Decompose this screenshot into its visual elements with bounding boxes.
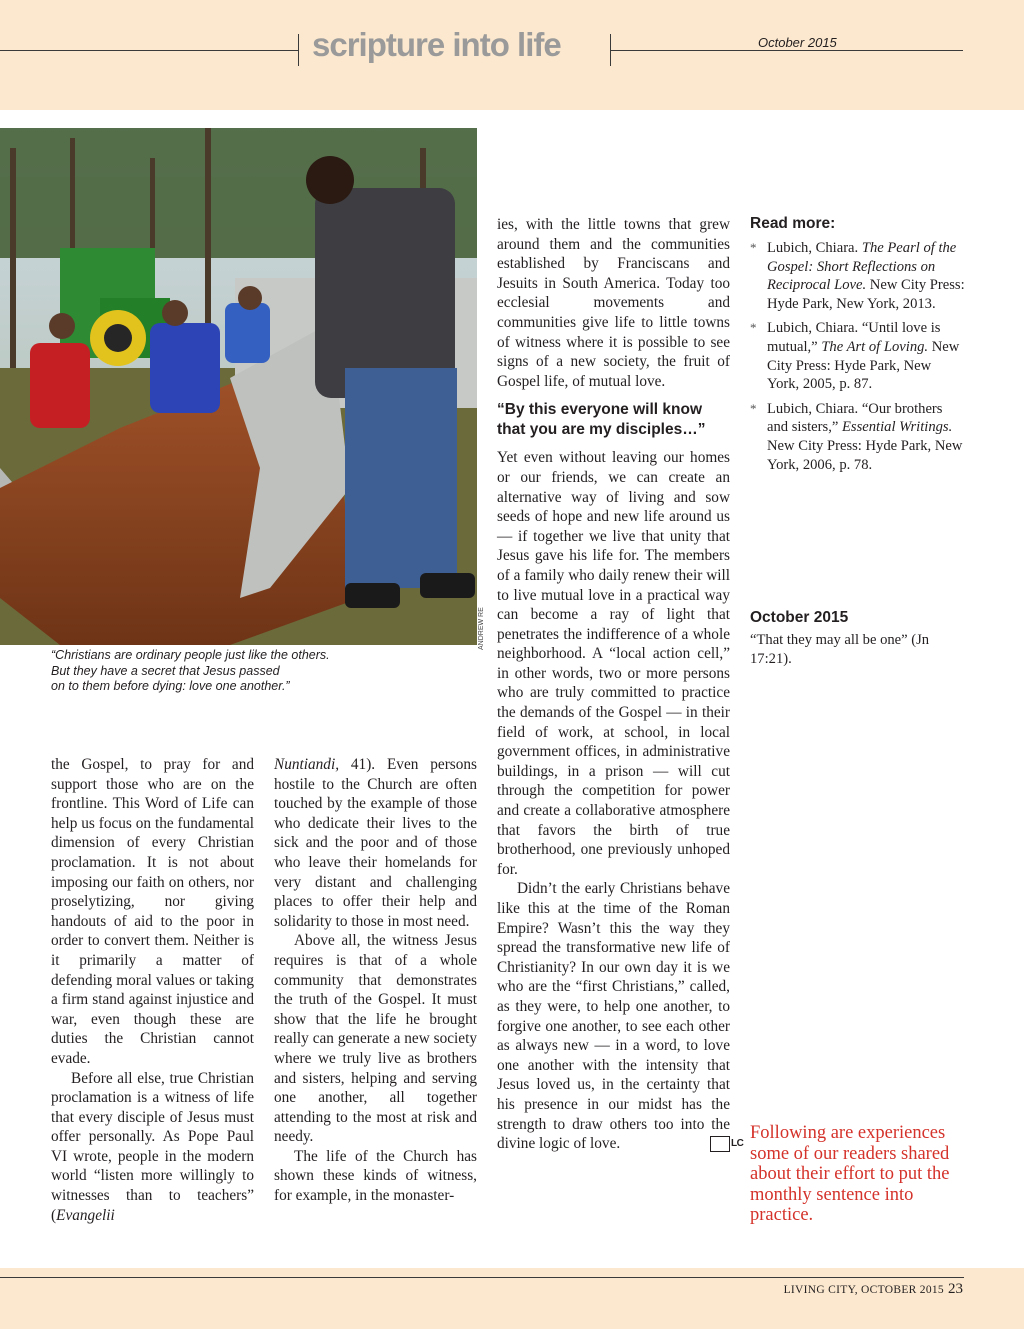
reference-publisher: New City Press: Hyde Park, New York, 2005, p. 87. bbox=[767, 338, 960, 393]
body-paragraph: ies, with the little towns that grew around them and the communities established by Franciscans and Jesuits in South America. Today too ecclesial movements and communities give life to little towns of witness where it is possible to see signs of a new society, the fruit of Gospel life, of mutual love. bbox=[497, 216, 730, 390]
article-column-3 bbox=[497, 215, 744, 1154]
reference-title: The Art of Loving. bbox=[821, 338, 929, 355]
asterisk-icon: * bbox=[750, 320, 757, 336]
reference-list bbox=[750, 239, 965, 474]
read-more-box bbox=[750, 214, 965, 480]
header-rule-left bbox=[0, 50, 298, 51]
body-paragraph bbox=[497, 879, 744, 1153]
body-paragraph bbox=[51, 1069, 254, 1226]
body-italic: Nuntiandi, bbox=[274, 756, 340, 773]
body-paragraph: The life of the Church has shown these kinds of witness, for example, in the monaster- bbox=[274, 1147, 477, 1205]
article-column-2 bbox=[274, 755, 477, 1206]
page-footer bbox=[700, 1280, 963, 1298]
monthly-word-box bbox=[750, 608, 965, 668]
section-title: scripture into life bbox=[312, 26, 561, 63]
header-tick-left bbox=[298, 34, 299, 66]
experiences-note: Following are experiences some of our readers shared about their effort to put the monthly sentence into practice. bbox=[750, 1123, 950, 1225]
article-subhead: “By this everyone will know that you are my disciples…” bbox=[497, 401, 706, 438]
asterisk-icon: * bbox=[750, 400, 757, 416]
photo-illustration bbox=[0, 128, 477, 645]
reference-item bbox=[750, 319, 965, 393]
body-text: Before all else, true Christian proclamation is a witness of life that every disciple of Jesus must offer personally. As Pope Paul VI wrote, people in the modern world “listen more willingly to witnesses than to teachers” ( bbox=[51, 1069, 254, 1224]
reference-item bbox=[750, 239, 965, 313]
reference-author: Lubich, Chiara. “Our brothers and sisters,” bbox=[767, 400, 943, 436]
monthly-word-heading: October 2015 bbox=[750, 609, 849, 626]
footer-rule bbox=[0, 1277, 964, 1278]
body-text: Didn’t the early Christians behave like this at the time of the Roman Empire? Wasn’t this the way they spread the transformative new life of Christianity? In our own day it is we who are the “first Christians,” called, as they were, to help one another, to forgive one another, to see each other as always new — in a word, to love one another with the intensity that Jesus loved us, in the certainty that his presence in our midst has the strength to draw others too into the divine logic of love. bbox=[497, 880, 730, 1153]
footer-publication: LIVING CITY, OCTOBER 2015 bbox=[783, 1284, 944, 1296]
reference-publisher: New City Press: Hyde Park, New York, 2013. bbox=[767, 277, 965, 312]
body-text: 41). Even persons hostile to the Church are often touched by the example of those who dedicate their lives to the sick and the poor and of those who leave their homelands for very distant and challenging places to offer their help and solidarity to those in most need. bbox=[274, 756, 477, 930]
end-mark-icon: LC bbox=[710, 1136, 730, 1152]
reference-title: Essential Writings. bbox=[841, 419, 953, 436]
reference-author: Lubich, Chiara. bbox=[767, 240, 862, 256]
body-paragraph: Above all, the witness Jesus requires is that of a whole community that demonstrates the truth of the Gospel. It must show that the life he brought really can generate a new society where we truly live as brothers and sisters, helping and serving one another, all together attending to the most at risk and needy. bbox=[274, 932, 477, 1146]
header-rule-right bbox=[611, 50, 963, 51]
body-paragraph: the Gospel, to pray for and support those who are on the frontline. This Word of Life can help us focus on the fundamental dimension of every Christian proclamation. It is not about imposing our faith on others, nor proselytizing, nor giving handouts of aid to the poor in order to convert them. Neither is it primarily a matter of defending moral values or taking a firm stand against injustice and war, even though these are duties the Christian cannot evade. bbox=[51, 756, 254, 1067]
body-paragraph: Yet even without leaving our homes or our friends, we can create an alternative way of living and sow seeds of hope and new life around us — if together we live that unity that Jesus gave his life for. The members of a family who daily renew their will to live mutual love in a practical way can become a ray of light that penetrates the indifference of a whole neighborhood. A “local action cell,” in other words, two or more persons who are truly committed to practice the demands of the Gospel — in their field of work, at school, in local government offices, in administrative buildings, in a prison — will cut through the competition for power and create a collaborative atmosphere that favors the birth of true brotherhood, one previously unhoped for. bbox=[497, 449, 730, 878]
photo-credit: ANDREW RE bbox=[478, 607, 485, 650]
caption-line: on to them before dying: love one another.” bbox=[51, 679, 290, 693]
header-date: October 2015 bbox=[758, 35, 837, 50]
body-paragraph bbox=[274, 755, 477, 931]
article-photo bbox=[0, 128, 477, 645]
page-number: 23 bbox=[948, 1281, 963, 1297]
article-column-1 bbox=[51, 755, 254, 1225]
caption-line: But they have a secret that Jesus passed bbox=[51, 663, 280, 678]
reference-publisher: New City Press: Hyde Park, New York, 2006, p. 78. bbox=[767, 437, 963, 473]
photo-caption bbox=[51, 648, 381, 695]
reference-author: Lubich, Chiara. “Until love is mutual,” bbox=[767, 320, 941, 355]
read-more-heading: Read more: bbox=[750, 215, 836, 232]
reference-item bbox=[750, 400, 965, 474]
monthly-word-text: “That they may all be one” (Jn 17:21). bbox=[750, 632, 930, 667]
asterisk-icon: * bbox=[750, 240, 757, 255]
caption-line: “Christians are ordinary people just like the others. bbox=[51, 648, 330, 662]
body-italic: Evangelii bbox=[56, 1206, 115, 1224]
reference-title: The Pearl of the Gospel: Short Reflections on Reciprocal Love. bbox=[767, 240, 957, 294]
